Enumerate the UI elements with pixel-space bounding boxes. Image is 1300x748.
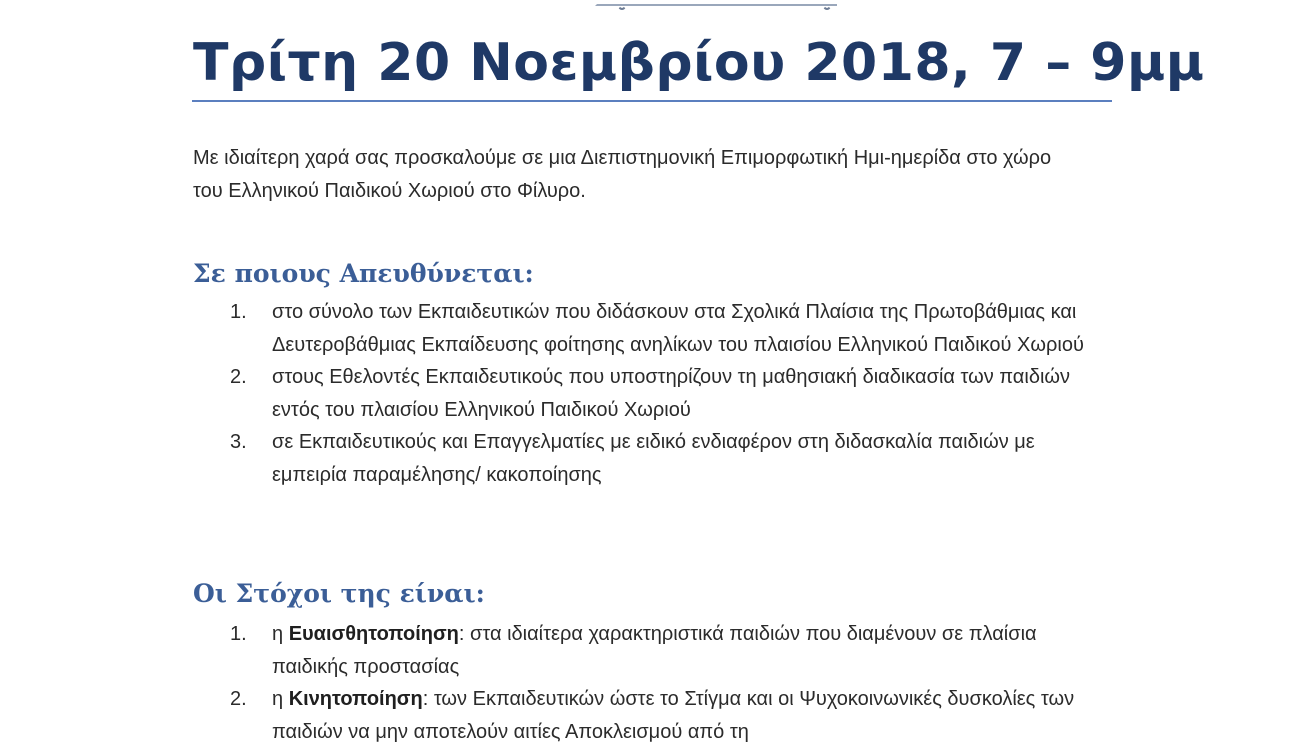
goal-prefix: η (272, 688, 284, 710)
goal-item (230, 683, 1110, 748)
audience-item (230, 361, 1110, 426)
audience-heading: Σε ποιους Απευθύνεται: (193, 259, 534, 288)
goal-keyword: Ευαισθητοποίηση (288, 623, 459, 645)
goal-item (230, 618, 1110, 683)
audience-item-text: σε Εκπαιδευτικούς και Επαγγελματίες με ειδικό ενδιαφέρον στη διδασκαλία παιδιών με εμπειρία παραμέλησης/ κακοποίησης (272, 431, 1035, 486)
audience-list (230, 296, 1110, 491)
title-divider (192, 100, 1112, 102)
audience-item (230, 296, 1110, 361)
page-title: Τρίτη 20 Νοεμβρίου 2018, 7 – 9μμ (193, 33, 1205, 93)
audience-item (230, 426, 1110, 491)
list-number: 2. (230, 366, 247, 388)
audience-item-text: στο σύνολο των Εκπαιδευτικών που διδάσκουν στα Σχολικά Πλαίσια της Πρωτοβάθμιας και Δευτεροβάθμιας Εκπαίδευσης φοίτησης ανηλίκων του πλαισίου Ελληνικού Παιδικού Χωριού (272, 301, 1084, 356)
list-number: 1. (230, 301, 247, 323)
goals-heading: Οι Στόχοι της είναι: (193, 579, 485, 608)
list-number: 3. (230, 431, 247, 453)
audience-item-text: στους Εθελοντές Εκπαιδευτικούς που υποστηρίζουν τη μαθησιακή διαδικασία των παιδιών εντός του πλαισίου Ελληνικού Παιδικού Χωριού (272, 366, 1071, 421)
goals-list (230, 618, 1110, 748)
cropped-header-fragment (595, 0, 837, 6)
goal-item-text: : στα ιδιαίτερα χαρακτηριστικά παιδιών που διαμένουν σε πλαίσια παιδικής προστασίας (272, 623, 1037, 678)
intro-paragraph: Με ιδιαίτερη χαρά σας προσκαλούμε σε μια Διεπιστημονική Επιμορφωτική Ημι-ημερίδα στο χώρο του Ελληνικού Παιδικού Χωριού στο Φίλυρο. (193, 147, 1052, 202)
goal-keyword: Κινητοποίηση (288, 688, 423, 710)
goal-item-text: : των Εκπαιδευτικών ώστε το Στίγμα και οι Ψυχοκοινωνικές δυσκολίες των παιδιών να μην αποτελούν αιτίες Αποκλεισμού από τη (272, 688, 1075, 743)
list-number: 2. (230, 688, 247, 710)
goal-prefix: η (272, 623, 284, 645)
list-number: 1. (230, 623, 247, 645)
